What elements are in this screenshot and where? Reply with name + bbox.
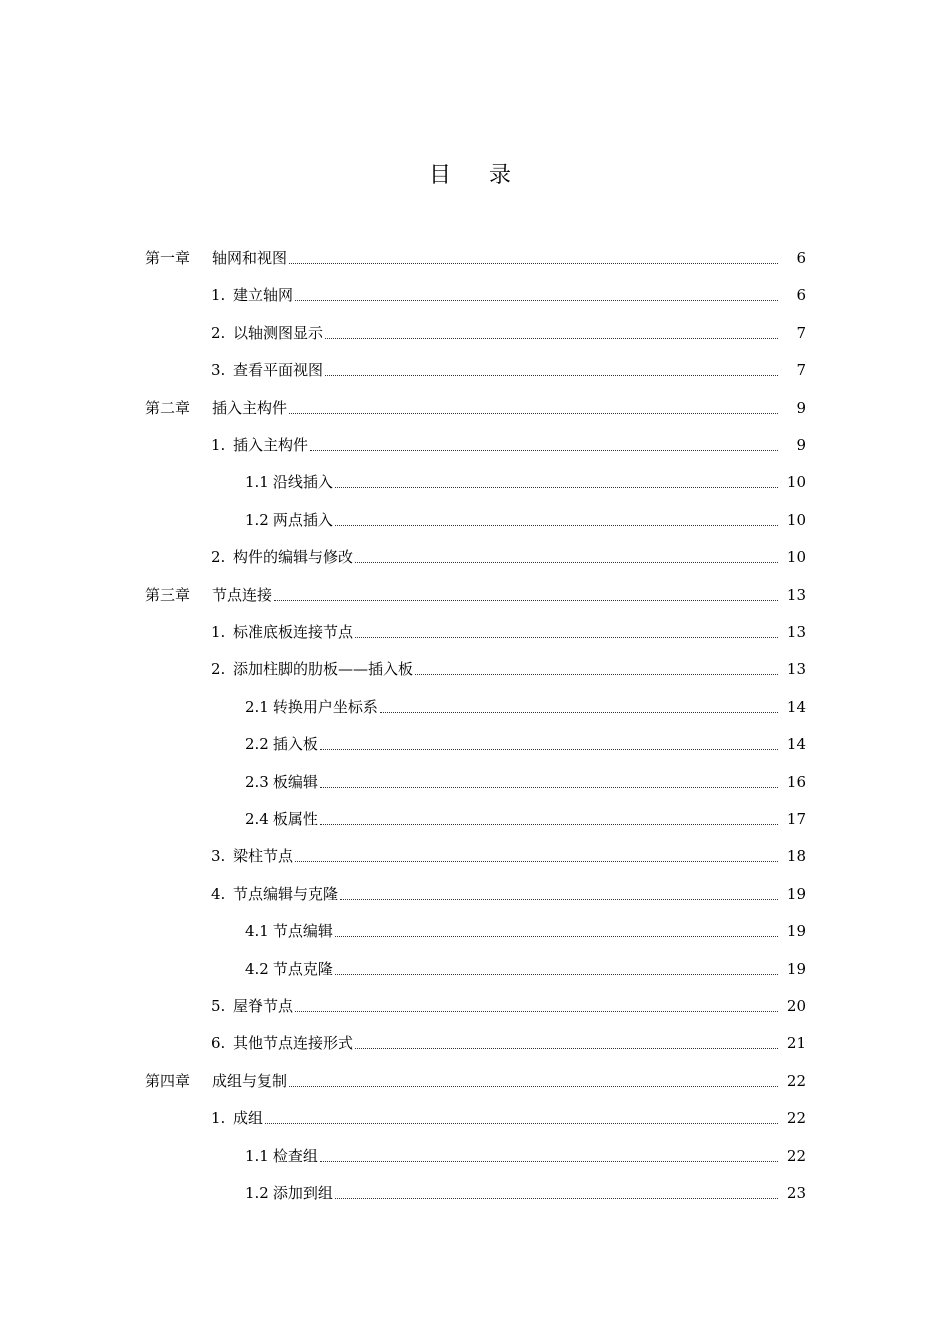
toc-entry[interactable]: [211, 317, 806, 343]
toc-entry-title: 插入主构件: [212, 398, 288, 417]
toc-dot-leader: [340, 899, 778, 900]
toc-entry[interactable]: [211, 279, 806, 305]
toc-dot-leader: [295, 861, 778, 862]
toc-entry-page-number: 22: [786, 1146, 806, 1165]
toc-dot-leader: [335, 936, 778, 937]
toc-entry-title: 转换用户坐标系: [272, 697, 378, 716]
toc-entry-number: 2.4: [245, 810, 269, 828]
toc-entry-label: [245, 697, 378, 717]
toc-entry[interactable]: [211, 616, 806, 642]
toc-entry-label: [145, 398, 287, 418]
page-title: [0, 158, 940, 189]
toc-entry-label: [211, 622, 353, 642]
toc-entry-number: 1.2: [245, 1184, 269, 1202]
toc-dot-leader: [335, 487, 778, 488]
toc-entry-number: 2.1: [245, 697, 269, 716]
toc-entry[interactable]: [145, 579, 806, 605]
toc-entry-page-number: 22: [786, 1109, 806, 1128]
toc-entry-title: 查看平面视图: [233, 361, 324, 380]
toc-dot-leader: [355, 562, 778, 563]
toc-entry-number: 2.: [211, 660, 226, 679]
toc-entry-label: [211, 884, 338, 904]
toc-entry[interactable]: [211, 429, 806, 455]
toc-entry[interactable]: [245, 466, 806, 492]
toc-entry[interactable]: [211, 541, 806, 567]
toc-entry[interactable]: [245, 803, 806, 829]
toc-entry-label: [245, 772, 318, 792]
toc-entry-page-number: 19: [786, 884, 806, 903]
toc-entry-page-number: 21: [786, 1034, 806, 1053]
toc-entry-title: 屋脊节点: [233, 997, 294, 1015]
toc-entry-number: 2.: [211, 323, 226, 342]
toc-entry-label: [211, 547, 353, 567]
toc-entry-page-number: 10: [786, 510, 806, 529]
toc-entry-page-number: 9: [796, 398, 806, 417]
toc-dot-leader: [335, 525, 778, 526]
toc-entry-title: 节点编辑与克隆: [233, 884, 339, 903]
toc-dot-leader: [320, 1161, 778, 1162]
toc-dot-leader: [295, 300, 778, 301]
toc-dot-leader: [335, 974, 778, 975]
toc-entry[interactable]: [211, 1102, 806, 1128]
toc-entry-number: 1.1: [245, 473, 269, 492]
toc-entry-page-number: 10: [786, 473, 806, 492]
toc-entry[interactable]: [211, 878, 806, 904]
toc-entry-number: 1.: [211, 623, 226, 641]
toc-entry[interactable]: [245, 728, 806, 754]
toc-entry-number: 第二章: [145, 398, 191, 417]
toc-dot-leader: [380, 712, 778, 713]
toc-entry-title: 添加到组: [272, 1184, 333, 1202]
toc-entry[interactable]: [245, 504, 806, 530]
toc-entry-title: 轴网和视图: [212, 249, 288, 267]
toc-entry-label: [211, 360, 323, 380]
toc-entry-number: 2.3: [245, 772, 269, 791]
toc-dot-leader: [355, 1048, 778, 1049]
toc-entry-title: 成组与复制: [212, 1071, 288, 1090]
toc-dot-leader: [265, 1123, 778, 1124]
toc-entry-label: [145, 248, 287, 268]
toc-entry-label: [211, 996, 293, 1016]
toc-entry-page-number: 13: [786, 585, 806, 604]
toc-entry-title: 以轴测图显示: [233, 323, 324, 342]
toc-entry[interactable]: [211, 840, 806, 866]
toc-entry[interactable]: [145, 1065, 806, 1091]
toc-entry-page-number: 10: [786, 548, 806, 567]
toc-dot-leader: [415, 674, 778, 675]
toc-dot-leader: [355, 637, 778, 638]
toc-entry-title: 沿线插入: [272, 473, 333, 492]
toc-entry-number: 3.: [211, 361, 226, 380]
toc-entry-number: 2.2: [245, 735, 269, 754]
toc-entry[interactable]: [211, 1027, 806, 1053]
toc-entry-title: 板编辑: [272, 772, 318, 791]
toc-entry-label: [211, 1033, 353, 1053]
toc-entry-title: 节点连接: [212, 585, 273, 604]
toc-entry-title: 成组: [233, 1109, 264, 1128]
toc-dot-leader: [310, 450, 778, 451]
toc-dot-leader: [289, 1086, 778, 1087]
toc-entry[interactable]: [245, 953, 806, 979]
toc-entry-page-number: 23: [786, 1184, 806, 1202]
toc-entry-label: [245, 959, 333, 979]
toc-entry-page-number: 16: [786, 772, 806, 791]
toc-entry-title: 插入板: [272, 735, 318, 754]
toc-entry-title: 节点克隆: [272, 959, 333, 978]
toc-entry-title: 检查组: [272, 1146, 318, 1165]
toc-entry[interactable]: [211, 990, 806, 1016]
toc-entry-label: [145, 1071, 287, 1091]
toc-entry-title: 标准底板连接节点: [233, 623, 354, 641]
toc-entry-page-number: 6: [796, 249, 806, 267]
toc-entry[interactable]: [211, 653, 806, 679]
toc-entry-label: [211, 323, 323, 343]
toc-dot-leader: [274, 600, 778, 601]
toc-entry-label: [245, 1183, 333, 1203]
toc-entry-number: 第四章: [145, 1071, 191, 1090]
toc-entry-number: 第三章: [145, 585, 191, 604]
toc-dot-leader: [295, 1011, 778, 1012]
toc-entry-number: 第一章: [145, 249, 191, 267]
toc-entry-label: [245, 734, 318, 754]
toc-entry-page-number: 22: [786, 1071, 806, 1090]
toc-entry-number: 3.: [211, 847, 226, 866]
toc-entry-label: [245, 1146, 318, 1166]
toc-entry-label: [245, 921, 333, 941]
toc-entry[interactable]: [245, 915, 806, 941]
toc-entry-label: [145, 585, 272, 605]
toc-entry-title: 其他节点连接形式: [233, 1034, 354, 1053]
toc-entry[interactable]: [211, 354, 806, 380]
toc-entry-page-number: 9: [796, 436, 806, 454]
toc-dot-leader: [320, 749, 778, 750]
toc-entry-title: 梁柱节点: [233, 847, 294, 866]
toc-entry-title: 构件的编辑与修改: [233, 548, 354, 567]
toc-dot-leader: [289, 263, 778, 264]
toc-entry-number: 6.: [211, 1034, 226, 1053]
toc-entry[interactable]: [245, 1177, 806, 1203]
toc-entry-page-number: 18: [786, 847, 806, 866]
toc-entry-page-number: 14: [786, 697, 806, 716]
toc-entry-page-number: 19: [786, 959, 806, 978]
toc-entry-label: [211, 285, 293, 305]
toc-entry-number: 1.1: [245, 1146, 269, 1165]
toc-entry-page-number: 13: [786, 623, 806, 641]
toc-entry-label: [211, 1108, 263, 1128]
toc-entry-number: 1.: [211, 1109, 226, 1128]
toc-entry[interactable]: [245, 691, 806, 717]
toc-entry-number: 4.: [211, 884, 226, 903]
toc-entry-number: 4.2: [245, 959, 269, 978]
title-char-left: 目: [428, 163, 451, 188]
toc-entry-title: 建立轴网: [233, 286, 294, 305]
toc-dot-leader: [320, 787, 778, 788]
toc-entry-title: 两点插入: [272, 510, 333, 529]
toc-entry[interactable]: [145, 242, 806, 268]
toc-entry-title: 节点编辑: [272, 922, 333, 941]
toc-entry-label: [211, 435, 308, 455]
toc-entry-number: 1.: [211, 436, 226, 454]
toc-entry-label: [211, 846, 293, 866]
toc-entry-page-number: 6: [796, 286, 806, 305]
toc-entry-page-number: 13: [786, 660, 806, 679]
toc-entry-page-number: 20: [786, 997, 806, 1015]
toc-entry-page-number: 17: [786, 810, 806, 828]
toc-dot-leader: [325, 375, 778, 376]
toc-entry-page-number: 14: [786, 735, 806, 754]
toc-entry-label: [211, 659, 413, 679]
title-char-right: 录: [489, 163, 512, 188]
toc-entry-label: [245, 510, 333, 530]
toc-entry-number: 5.: [211, 997, 226, 1015]
toc-entry[interactable]: [145, 392, 806, 418]
toc-dot-leader: [320, 824, 778, 825]
toc-entry-number: 2.: [211, 548, 226, 567]
toc-entry-title: 板属性: [272, 810, 318, 828]
toc-dot-leader: [335, 1198, 778, 1199]
toc-entry-page-number: 7: [796, 361, 806, 380]
toc-entry[interactable]: [245, 766, 806, 792]
toc-entry-title: 插入主构件: [233, 436, 309, 454]
toc-entry-label: [245, 809, 318, 829]
toc-entry-page-number: 7: [796, 323, 806, 342]
toc-entry-page-number: 19: [786, 922, 806, 941]
toc-entry[interactable]: [245, 1140, 806, 1166]
toc-entry-number: 1.: [211, 286, 226, 305]
toc-entry-label: [245, 472, 333, 492]
toc-dot-leader: [289, 413, 778, 414]
toc-dot-leader: [325, 338, 778, 339]
toc-entry-number: 4.1: [245, 922, 269, 941]
toc-entry-title: 添加柱脚的肋板——插入板: [233, 660, 414, 679]
toc-entry-number: 1.2: [245, 510, 269, 529]
